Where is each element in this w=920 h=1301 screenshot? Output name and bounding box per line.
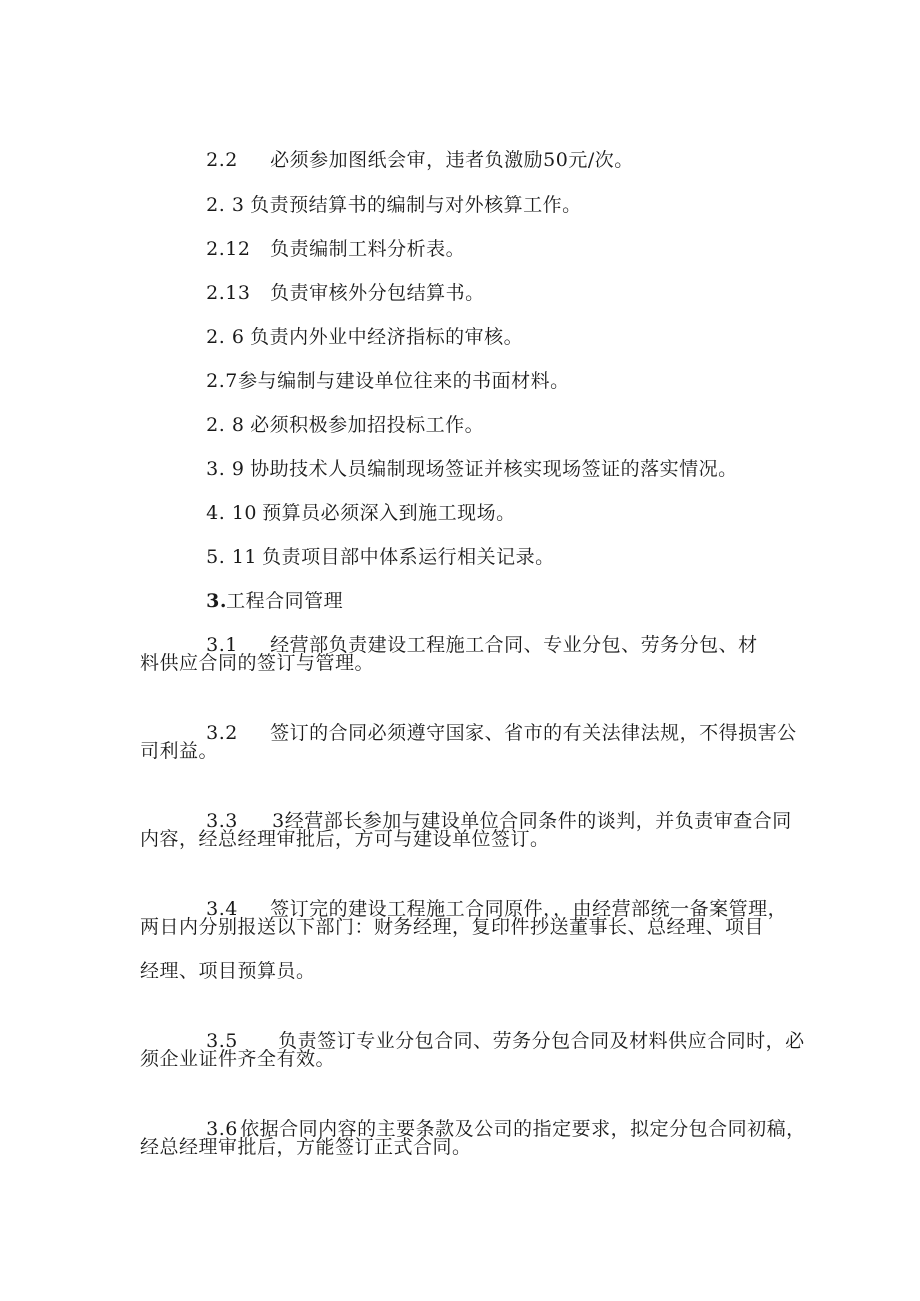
clause-text: 签订的合同必须遵守国家、省市的有关法律法规，不得损害公 — [270, 722, 797, 744]
clause-first-line — [180, 694, 797, 772]
item-number: 2. 3 — [206, 194, 245, 216]
item-number: 2.2 — [206, 149, 238, 171]
item-text: 负责预结算书的编制与对外核算工作。 — [250, 194, 582, 216]
item-number: 2. 8 — [206, 414, 245, 436]
item-number: 2.7 — [206, 370, 238, 392]
item-text: 协助技术人员编制现场签证并核实现场签证的落实情况。 — [250, 458, 738, 480]
section-number: 3. — [206, 590, 228, 612]
clause-continuation: 内容，经总经理审批后，方可与建设单位签订。 — [140, 828, 550, 850]
clause-number: 3.5 — [206, 1030, 238, 1052]
item-text: 必须积极参加招投标工作。 — [250, 414, 485, 436]
clause-number: 3.2 — [206, 722, 238, 744]
clause-text: 签订完的建设工程施工合同原件，，由经营部统一备案管理， — [270, 898, 788, 920]
item-number: 5. 11 — [206, 546, 258, 568]
item-number: 2.13 — [206, 282, 251, 304]
item-text: 负责编制工料分析表。 — [270, 238, 466, 260]
item-text: 负责审核外分包结算书。 — [270, 282, 485, 304]
clause-continuation: 司利益。 — [140, 740, 219, 762]
clause-continuation: 经理、项目预算员。 — [140, 960, 316, 982]
clause-continuation: 经总经理审批后，方能签订正式合同。 — [140, 1136, 472, 1158]
clause-number: 3.3 — [206, 810, 238, 832]
item-text: 必须参加图纸会审，违者负激励50元/次。 — [270, 149, 634, 171]
item-number: 2.12 — [206, 238, 251, 260]
clause-text: 依据合同内容的主要条款及公司的指定要求，拟定分包合同初稿， — [240, 1118, 806, 1140]
clause-continuation: 须企业证件齐全有效。 — [140, 1048, 336, 1070]
item-text: 负责内外业中经济指标的审核。 — [250, 326, 524, 348]
clause-number: 3.4 — [206, 898, 238, 920]
item-number: 2. 6 — [206, 326, 245, 348]
item-number: 4. 10 — [206, 502, 258, 524]
clause-number: 3.1 — [206, 634, 238, 656]
clause-number: 3.6 — [206, 1118, 238, 1140]
item-text: 参与编制与建设单位往来的书面材料。 — [238, 370, 570, 392]
clause-text: 负责签订专业分包合同、劳务分包合同及材料供应合同时，必 — [278, 1030, 805, 1052]
clause-text: 3经营部长参加与建设单位合同条件的谈判，并负责审查合同 — [272, 810, 792, 832]
section-title: 工程合同管理 — [226, 590, 344, 612]
clause-continuation: 两日内分别报送以下部门：财务经理，复印件抄送董事长、总经理、项目 — [140, 916, 765, 938]
item-text: 负责项目部中体系运行相关记录。 — [262, 546, 555, 568]
item-text: 预算员必须深入到施工现场。 — [262, 502, 516, 524]
clause-continuation: 料供应合同的签订与管理。 — [140, 652, 375, 674]
item-number: 3. 9 — [206, 458, 245, 480]
clause-text: 经营部负责建设工程施工合同、专业分包、劳务分包、材 — [270, 634, 758, 656]
